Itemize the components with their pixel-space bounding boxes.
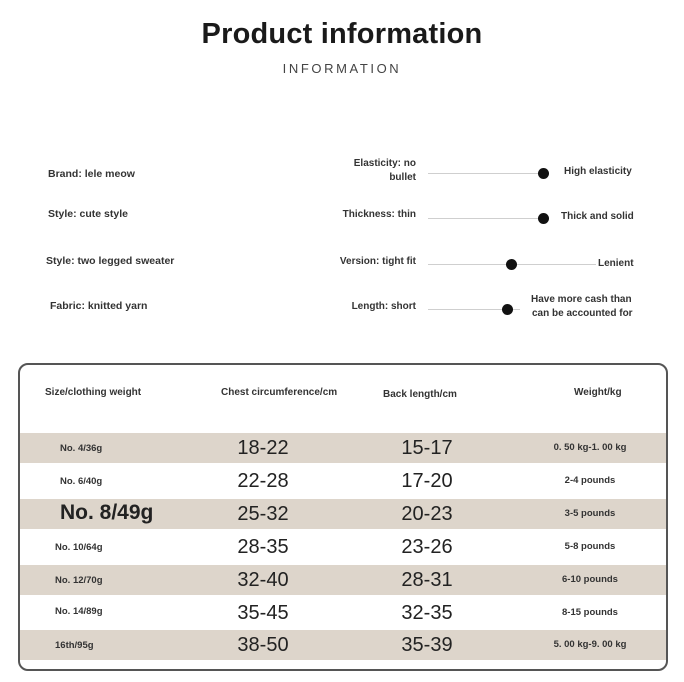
- cell-chest: 18-22: [237, 437, 289, 459]
- scale-right-label: Have more cash than: [531, 294, 632, 305]
- cell-size: No. 4/36g: [60, 443, 103, 454]
- cell-chest: 25-32: [237, 503, 289, 525]
- table-row: [20, 466, 666, 496]
- scale-track: [428, 218, 544, 219]
- cell-size: No. 12/70g: [55, 575, 103, 586]
- cell-back: 32-35: [401, 602, 453, 624]
- cell-back: 20-23: [401, 503, 453, 525]
- scale-marker: [502, 304, 513, 315]
- table-row: [20, 532, 666, 562]
- page-subtitle: INFORMATION: [282, 61, 402, 76]
- cell-chest: 22-28: [237, 470, 289, 492]
- size-table: [18, 363, 668, 671]
- scale-track: [428, 173, 544, 174]
- attribute-brand: Brand: lele meow: [48, 168, 135, 180]
- scale-left-label: Length: short: [351, 301, 416, 312]
- attribute-style: Style: cute style: [48, 208, 128, 220]
- cell-chest: 38-50: [237, 634, 289, 656]
- scale-left-label: Version: tight fit: [339, 256, 416, 267]
- page-title: Product information: [201, 18, 483, 50]
- attribute-fabric: Fabric: knitted yarn: [50, 300, 148, 312]
- cell-weight: 0. 50 kg-1. 00 kg: [553, 442, 627, 453]
- cell-weight: 3-5 pounds: [564, 508, 616, 519]
- table-row: [20, 565, 666, 595]
- scale-right-label-2: can be accounted for: [532, 308, 633, 319]
- scale-left-label: Elasticity: no: [353, 158, 416, 169]
- cell-weight: 5. 00 kg-9. 00 kg: [553, 639, 627, 650]
- header-chest: Chest circumference/cm: [221, 387, 338, 398]
- table-row: [20, 630, 666, 660]
- cell-weight: 5-8 pounds: [564, 541, 616, 552]
- cell-size: No. 14/89g: [55, 606, 103, 617]
- cell-back: 17-20: [401, 470, 453, 492]
- cell-back: 35-39: [401, 634, 453, 656]
- scale-left-label: Thickness: thin: [342, 209, 416, 220]
- header-size: Size/clothing weight: [45, 387, 142, 398]
- scale-left-label-2: bullet: [389, 172, 416, 183]
- cell-back: 28-31: [401, 569, 453, 591]
- cell-size: No. 10/64g: [55, 542, 103, 553]
- cell-back: 15-17: [401, 437, 453, 459]
- table-row: [20, 598, 666, 628]
- cell-weight: 8-15 pounds: [562, 607, 618, 618]
- header-back: Back length/cm: [383, 389, 457, 400]
- scale-right-label: Thick and solid: [561, 211, 634, 222]
- cell-size: 16th/95g: [55, 640, 94, 651]
- scale-marker: [538, 213, 549, 224]
- cell-chest: 32-40: [237, 569, 289, 591]
- cell-chest: 28-35: [237, 536, 289, 558]
- scale-right-label: Lenient: [598, 258, 634, 269]
- cell-weight: 2-4 pounds: [564, 475, 616, 486]
- attribute-style-type: Style: two legged sweater: [46, 255, 175, 267]
- cell-back: 23-26: [401, 536, 453, 558]
- cell-size: No. 8/49g: [60, 501, 154, 524]
- scale-marker: [506, 259, 517, 270]
- table-row: [20, 433, 666, 463]
- header-weight: Weight/kg: [574, 387, 622, 398]
- cell-chest: 35-45: [237, 602, 289, 624]
- cell-weight: 6-10 pounds: [562, 574, 618, 585]
- table-row: [20, 499, 666, 529]
- scale-right-label: High elasticity: [564, 166, 632, 177]
- scale-marker: [538, 168, 549, 179]
- cell-size: No. 6/40g: [60, 476, 103, 487]
